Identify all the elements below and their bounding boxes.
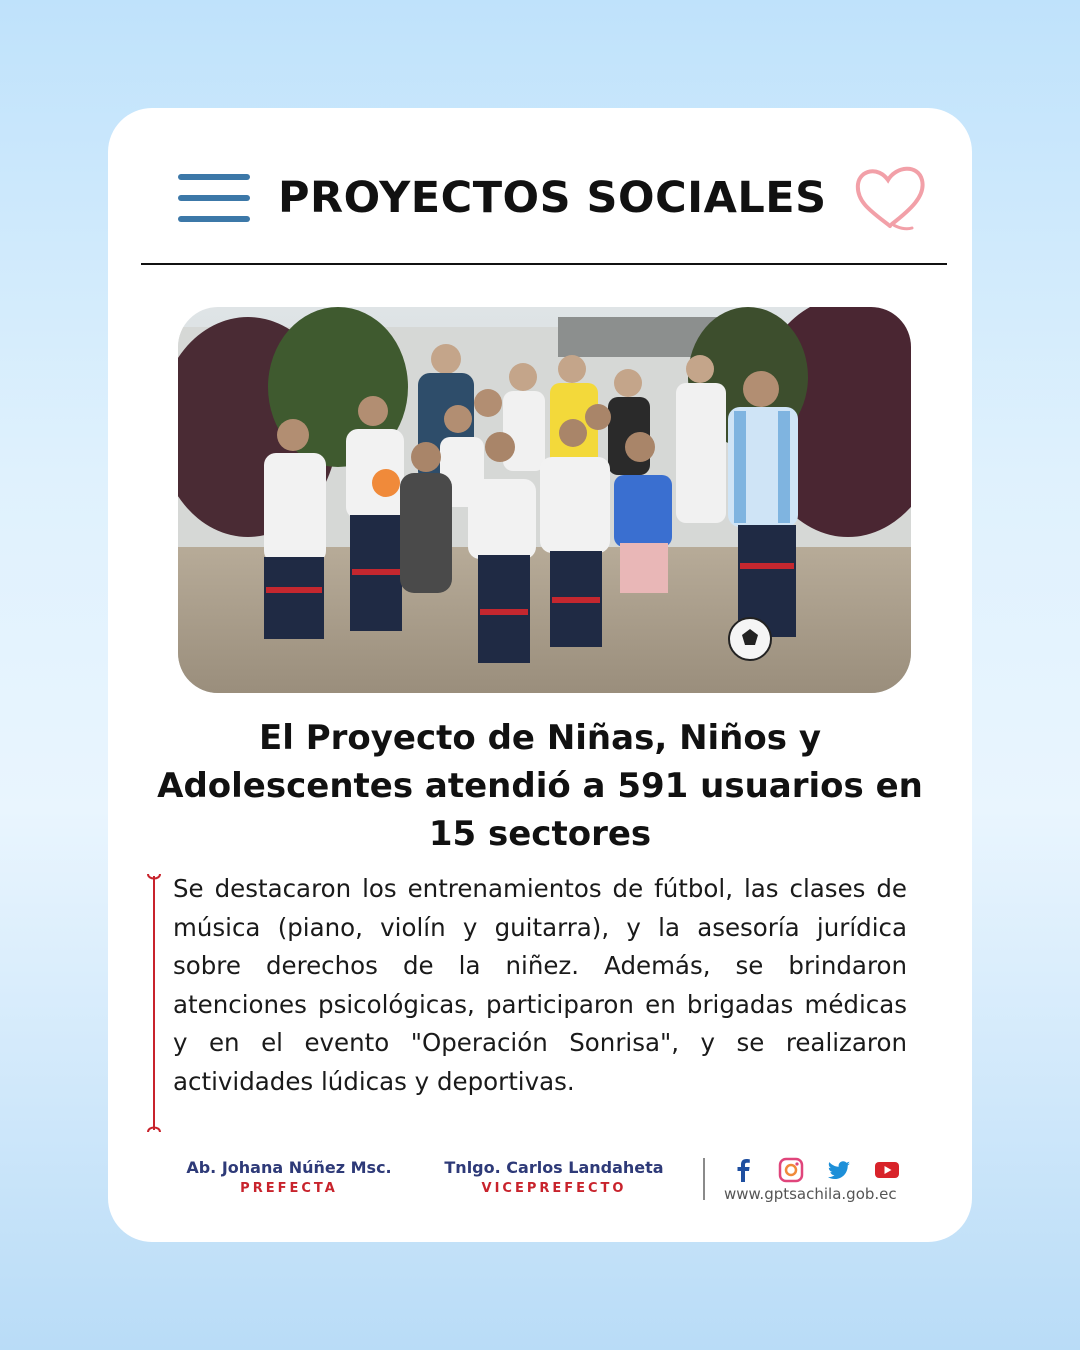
heart-icon xyxy=(852,162,928,234)
social-links xyxy=(730,1157,900,1183)
group-photo xyxy=(178,307,911,693)
signature-prefecta xyxy=(164,1158,414,1196)
headline: El Proyecto de Niñas, Niños y Adolescentes atendió a 591 usuarios en 15 sectores xyxy=(157,718,923,854)
instagram-icon[interactable] xyxy=(778,1157,804,1183)
youtube-icon[interactable] xyxy=(874,1157,900,1183)
twitter-icon[interactable] xyxy=(826,1157,852,1183)
footer-divider xyxy=(703,1158,705,1200)
quote-bar-icon xyxy=(146,872,162,1134)
signature-role: PREFECTA xyxy=(240,1181,338,1196)
menu-icon xyxy=(178,172,250,224)
website-link[interactable]: www.gptsachila.gob.ec xyxy=(724,1185,897,1203)
signature-name: Ab. Johana Núñez Msc. xyxy=(186,1158,392,1177)
post-card xyxy=(108,108,972,1242)
signature-role: VICEPREFECTO xyxy=(481,1181,627,1196)
signature-viceprefecto xyxy=(434,1158,674,1196)
facebook-icon[interactable] xyxy=(730,1157,756,1183)
page-title: PROYECTOS SOCIALES xyxy=(278,173,827,223)
header-divider xyxy=(141,263,947,265)
signature-name: Tnlgo. Carlos Landaheta xyxy=(444,1158,664,1177)
article-body: Se destacaron los entrenamientos de fútbol, las clases de música (piano, violín y guitarra), y la asesoría jurídica sobre derechos de la niñez. Además, se brindaron atenciones psicológicas, participaron en brigadas médicas y en el evento "Operación Sonrisa", y se realizaron actividades lúdicas y deportivas. xyxy=(173,874,907,1096)
